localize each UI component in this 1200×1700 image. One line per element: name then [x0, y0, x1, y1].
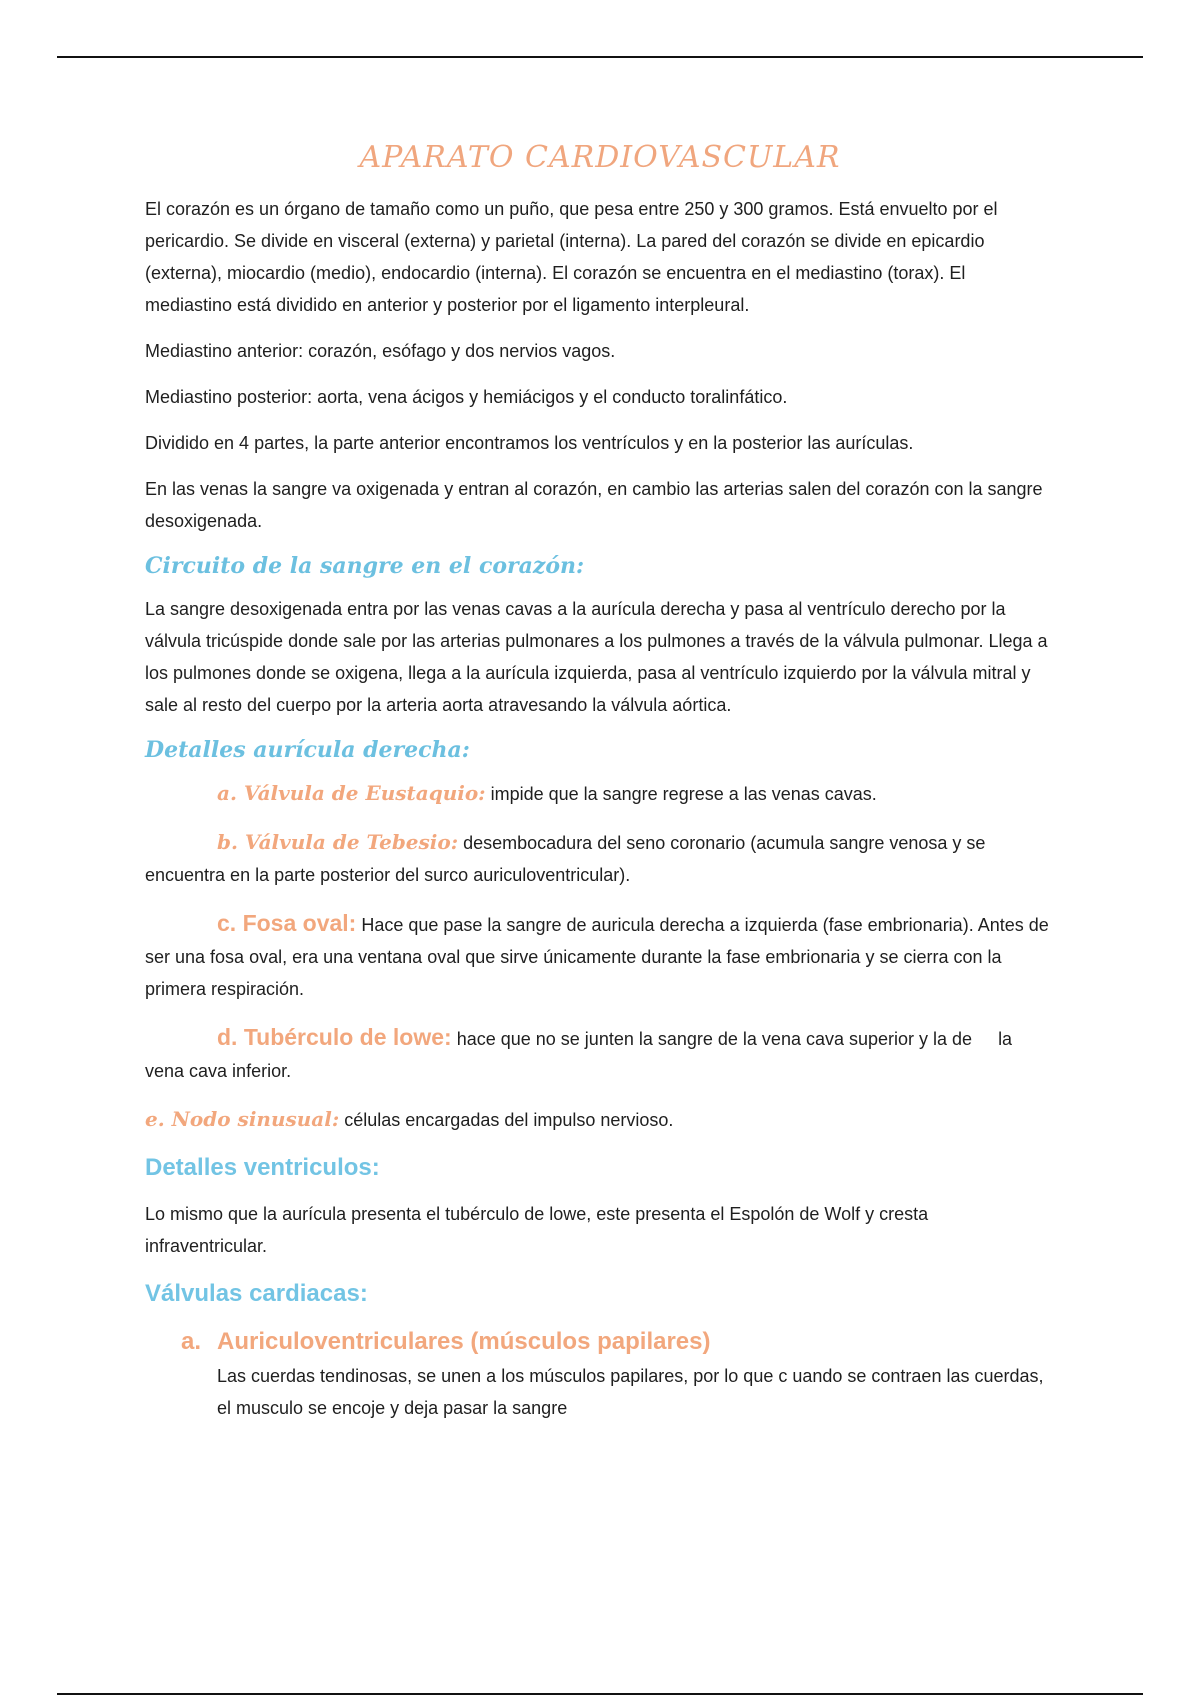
atrium-item-tuberculo-lowe [145, 1021, 1055, 1087]
item-label: e. Nodo sinusual: [145, 1107, 340, 1131]
item-text: células encargadas del impulso nervioso. [339, 1110, 674, 1130]
atrium-heading: Detalles aurícula derecha: [145, 737, 470, 763]
atrium-item-tebesio [145, 826, 1055, 891]
intro-paragraph: Mediastino anterior: corazón, esófago y dos nervios vagos. [145, 341, 616, 361]
circuit-paragraph: La sangre desoxigenada entra por las venas cavas a la aurícula derecha y pasa al ventrículo derecho por la válvula tricúspide donde sale por las arterias pulmonares a los pulmones a través de la válvula pulmonar. Llega a los pulmones donde se oxigena, llega a la aurícula izquierda, pasa al ventrículo izquierdo por la válvula mitral y sale al resto del cuerpo por la arteria aorta atravesando la válvula aórtica. [145, 599, 1048, 715]
intro-paragraph: En las venas la sangre va oxigenada y entran al corazón, en cambio las arterias salen del corazón con la sangre desoxigenada. [145, 479, 1043, 531]
item-label: a. Válvula de Eustaquio: [217, 781, 486, 805]
subheading-label: Auriculoventriculares (músculos papilares) [217, 1328, 711, 1355]
document-title: APARATO CARDIOVASCULAR [359, 140, 841, 175]
ventricles-paragraph: Lo mismo que la aurícula presenta el tubérculo de lowe, este presenta el Espolón de Wolf y cresta infraventricular. [145, 1204, 929, 1256]
atrium-item-nodo-sinusual [145, 1103, 1055, 1136]
circuit-heading: Circuito de la sangre en el corazón: [145, 553, 585, 579]
item-text-continued: la vena cava inferior. [145, 1029, 1013, 1081]
item-label: c. Fosa oval: [217, 910, 357, 936]
item-text: hace que no se junten la sangre de la vena cava superior y la de [451, 1029, 973, 1049]
valves-paragraph: Las cuerdas tendinosas, se unen a los músculos papilares, por lo que c uando se contraen las cuerdas, el musculo se encoje y deja pasar la sangre [217, 1366, 1044, 1418]
item-label: b. Válvula de Tebesio: [217, 830, 459, 854]
valves-heading: Válvulas cardiacas: [145, 1280, 368, 1307]
atrium-item-eustaquio [145, 777, 1055, 810]
list-marker: a. [181, 1328, 202, 1355]
atrium-item-fosa-oval [145, 907, 1055, 1005]
item-label: d. Tubérculo de lowe: [217, 1024, 452, 1050]
valves-subheading [181, 1328, 1055, 1356]
bottom-rule [57, 1693, 1143, 1695]
item-text: Hace que pase la sangre de auricula derecha a izquierda (fase embrionaria). Antes de ser una fosa oval, era una ventana oval que sirve únicamente durante la fase embrionaria y se cierra con la primera respiración. [145, 915, 1049, 999]
intro-paragraph: Mediastino posterior: aorta, vena ácigos y hemiácigos y el conducto toralinfático. [145, 387, 788, 407]
ventricles-heading: Detalles ventriculos: [145, 1154, 380, 1181]
item-text: impide que la sangre regrese a las venas cavas. [485, 784, 877, 804]
intro-paragraph: Dividido en 4 partes, la parte anterior encontramos los ventrículos y en la posterior las aurículas. [145, 433, 914, 453]
top-rule [57, 56, 1143, 58]
intro-paragraph: El corazón es un órgano de tamaño como un puño, que pesa entre 250 y 300 gramos. Está envuelto por el pericardio. Se divide en visceral (externa) y parietal (interna). La pared del corazón se divide en epicardio (externa), miocardio (medio), endocardio (interna). El corazón se encuentra en el mediastino (torax). El mediastino está dividido en anterior y posterior por el ligamento interpleural. [145, 199, 998, 315]
document-page [145, 140, 1055, 1424]
item-text: desembocadura del seno coronario (acumula sangre venosa y se encuentra en la parte posterior del surco auriculoventricular). [145, 833, 986, 885]
